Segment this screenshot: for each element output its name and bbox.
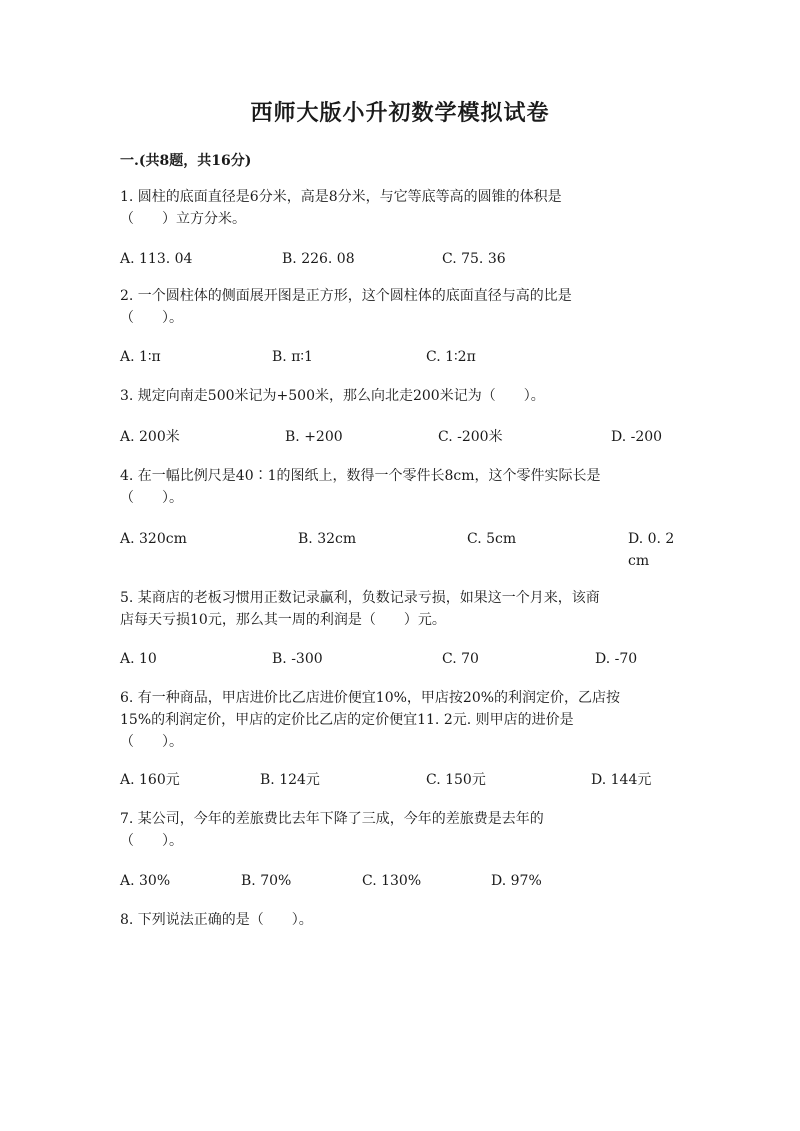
question-7-line-2: （ ）。: [120, 833, 183, 849]
question-8: [120, 909, 680, 931]
question-7-option-c: C. 130%: [362, 873, 422, 889]
exam-title: 西师大版小升初数学模拟试卷: [250, 100, 550, 126]
question-6-option-d: D. 144元: [591, 772, 652, 788]
question-2-line-2: （ ）。: [120, 310, 183, 326]
question-1-option-a: A. 113. 04: [120, 251, 193, 267]
question-4-option-b: B. 32cm: [298, 531, 357, 547]
question-3-options: [120, 426, 680, 448]
question-2: [120, 285, 680, 329]
question-3-option-a: A. 200米: [120, 429, 180, 445]
question-4: [120, 465, 680, 509]
question-2-option-c: C. 1∶2π: [426, 349, 476, 365]
question-2-line-1: 2. 一个圆柱体的侧面展开图是正方形，这个圆柱体的底面直径与高的比是: [120, 288, 572, 304]
question-4-option-d: D. 0. 2cm: [628, 531, 675, 569]
question-7-option-d: D. 97%: [491, 873, 542, 889]
question-1: [120, 186, 680, 230]
question-7-options: [120, 870, 680, 892]
question-5: [120, 587, 680, 631]
question-3-line-1: 3. 规定向南走500米记为+500米，那么向北走200米记为（ ）。: [120, 388, 545, 404]
question-2-options: [120, 346, 680, 368]
question-5-options: [120, 648, 680, 670]
question-7-option-b: B. 70%: [241, 873, 292, 889]
question-3-option-b: B. +200: [285, 429, 343, 445]
question-6-options: [120, 769, 680, 791]
question-7-line-1: 7. 某公司，今年的差旅费比去年下降了三成，今年的差旅费是去年的: [120, 811, 544, 827]
question-6-option-b: B. 124元: [260, 772, 320, 788]
question-1-line-2: （ ）立方分米。: [120, 211, 246, 227]
question-5-option-b: B. -300: [272, 651, 323, 667]
question-7: [120, 808, 680, 852]
question-4-options: [120, 528, 680, 569]
question-6-line-3: （ ）。: [120, 734, 183, 750]
question-5-option-a: A. 10: [120, 651, 157, 667]
question-1-options: [120, 248, 680, 270]
question-5-option-c: C. 70: [442, 651, 479, 667]
question-2-option-b: B. π∶1: [272, 349, 313, 365]
question-3-option-d: D. -200: [611, 429, 663, 445]
question-3: [120, 385, 680, 407]
question-6-option-c: C. 150元: [426, 772, 486, 788]
question-1-line-1: 1. 圆柱的底面直径是6分米，高是8分米，与它等底等高的圆锥的体积是: [120, 189, 562, 205]
question-5-line-2: 店每天亏损10元，那么其一周的利润是（ ）元。: [120, 612, 446, 628]
question-4-line-2: （ ）。: [120, 490, 183, 506]
question-5-option-d: D. -70: [595, 651, 638, 667]
question-6: [120, 687, 680, 753]
question-3-option-c: C. -200米: [438, 429, 503, 445]
section-heading: 一.(共8题，共16分): [120, 153, 252, 169]
question-7-option-a: A. 30%: [120, 873, 171, 889]
question-2-option-a: A. 1∶π: [120, 349, 161, 365]
question-4-option-c: C. 5cm: [467, 531, 517, 547]
question-5-line-1: 5. 某商店的老板习惯用正数记录赢利，负数记录亏损，如果这一个月来，该商: [120, 590, 600, 606]
question-1-option-c: C. 75. 36: [442, 251, 506, 267]
question-6-line-1: 6. 有一种商品，甲店进价比乙店进价便宜10%，甲店按20%的利润定价，乙店按: [120, 690, 621, 706]
question-6-line-2: 15%的利润定价，甲店的定价比乙店的定价便宜11. 2元. 则甲店的进价是: [120, 712, 574, 728]
question-4-option-a: A. 320cm: [120, 531, 187, 547]
question-4-line-1: 4. 在一幅比例尺是40∶1的图纸上，数得一个零件长8cm，这个零件实际长是: [120, 468, 601, 484]
question-6-option-a: A. 160元: [120, 772, 180, 788]
question-1-option-b: B. 226. 08: [282, 251, 355, 267]
question-8-line-1: 8. 下列说法正确的是（ ）。: [120, 912, 313, 928]
